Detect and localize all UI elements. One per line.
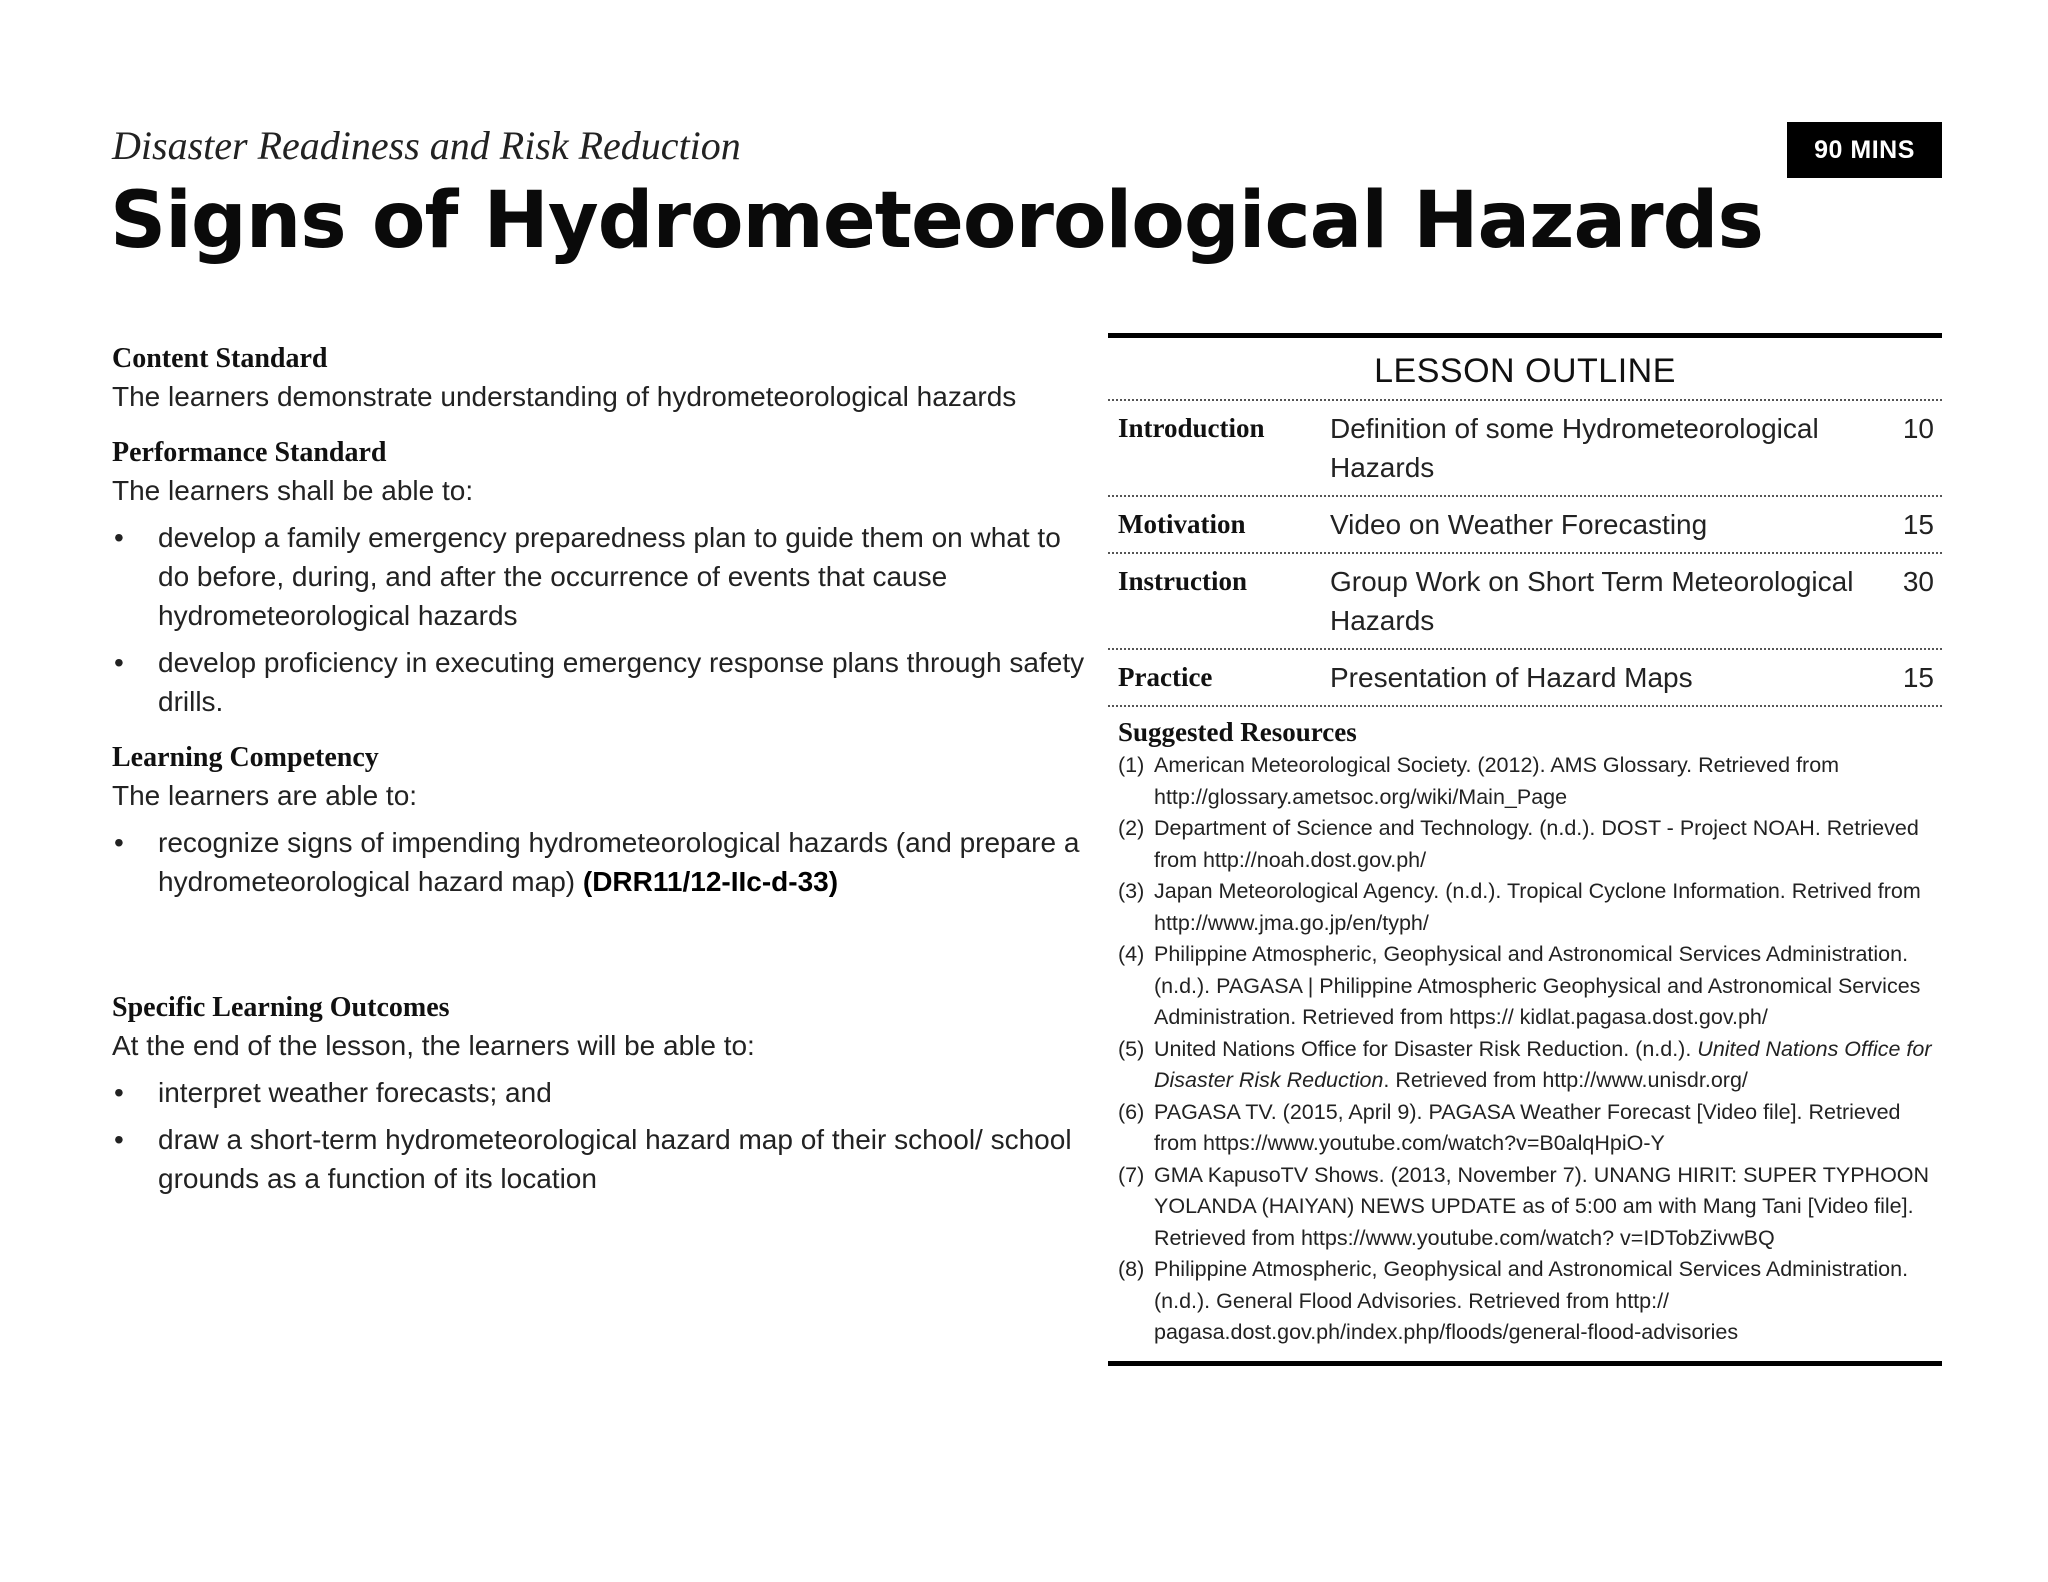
outline-phase: Instruction	[1118, 566, 1248, 596]
learning-competency-section	[112, 739, 1092, 901]
list-item	[112, 823, 1092, 901]
outline-phase: Practice	[1118, 662, 1213, 692]
table-row	[1108, 552, 1942, 648]
specific-outcomes-section	[112, 989, 1092, 1198]
learning-competency-heading: Learning Competency	[112, 742, 379, 773]
table-row	[1108, 399, 1942, 495]
performance-standard-section	[112, 434, 1092, 721]
resources-list	[1118, 750, 1932, 1349]
list-item: • interpret weather forecasts; and	[112, 1073, 1092, 1112]
competency-code: (DRR11/12-IIc-d-33)	[582, 866, 839, 897]
competency-text: recognize signs of impending hydrometeorological hazards (and prepare a hydrometeorological hazard map)	[158, 827, 1080, 897]
list-item: (7) GMA KapusoTV Shows. (2013, November 7). UNANG HIRIT: SUPER TYPHOON YOLANDA (HAIYAN) NEWS UPDATE as of 5:00 am with Mang Tani [Video file]. Retrieved from https://www.youtube.com/watch? v=IDTobZivwBQ	[1118, 1162, 1930, 1250]
list-item: (2) Department of Science and Technology. (n.d.). DOST - Project NOAH. Retrieved from http://noah.dost.gov.ph/	[1118, 816, 1919, 872]
outline-minutes: 30	[1902, 566, 1934, 597]
outline-minutes: 15	[1902, 662, 1934, 693]
outline-phase: Motivation	[1118, 509, 1246, 539]
list-item: (8) Philippine Atmospheric, Geophysical and Astronomical Services Administration. (n.d.). General Flood Advisories. Retrieved from http:// pagasa.dost.gov.ph/index.php/floods/general-flood-advisories	[1118, 1257, 1909, 1344]
performance-standard-heading: Performance Standard	[112, 437, 387, 468]
performance-standard-list	[112, 518, 1092, 721]
outline-minutes: 15	[1902, 509, 1934, 540]
standards-column	[112, 340, 1092, 1216]
learning-competency-intro: The learners are able to:	[112, 780, 418, 811]
content-standard-section	[112, 340, 1092, 416]
list-item: • develop proficiency in executing emergency response plans through safety drills.	[112, 643, 1092, 721]
outline-description: Video on Weather Forecasting	[1330, 509, 1708, 540]
lesson-outline-title: LESSON OUTLINE	[1374, 352, 1676, 390]
specific-outcomes-intro: At the end of the lesson, the learners will be able to:	[112, 1030, 755, 1061]
outline-minutes: 10	[1902, 413, 1934, 444]
resources-heading: Suggested Resources	[1118, 717, 1357, 747]
list-item: (6) PAGASA TV. (2015, April 9). PAGASA Weather Forecast [Video file]. Retrieved from https://www.youtube.com/watch?v=B0alqHpiO-Y	[1118, 1099, 1901, 1155]
list-item: (5) United Nations Office for Disaster Risk Reduction. (n.d.). United Nations Office for Disaster Risk Reduction. Retrieved from http://www.unisdr.org/	[1118, 1036, 1932, 1092]
outline-description: Definition of some Hydrometeorological Hazards	[1330, 413, 1819, 483]
duration-badge: 90 MINS	[1787, 122, 1942, 178]
suggested-resources	[1108, 705, 1942, 1361]
content-standard-heading: Content Standard	[112, 343, 328, 374]
subject-title: Disaster Readiness and Risk Reduction	[112, 123, 741, 168]
list-item: (1) American Meteorological Society. (2012). AMS Glossary. Retrieved from http://glossary.ametsoc.org/wiki/Main_Page	[1118, 753, 1840, 809]
table-row	[1108, 495, 1942, 552]
lesson-outline-panel	[1108, 333, 1942, 1366]
table-row	[1108, 648, 1942, 705]
specific-outcomes-list	[112, 1073, 1092, 1198]
outline-description: Presentation of Hazard Maps	[1330, 662, 1693, 693]
outline-description: Group Work on Short Term Meteorological Hazards	[1330, 566, 1854, 636]
list-item: • develop a family emergency preparedness plan to guide them on what to do before, during, and after the occurrence of events that cause hydrometeorological hazards	[112, 518, 1092, 635]
content-standard-text: The learners demonstrate understanding of hydrometeorological hazards	[112, 381, 1017, 412]
list-item: (4) Philippine Atmospheric, Geophysical and Astronomical Services Administration. (n.d.). PAGASA | Philippine Atmospheric Geophysical and Astronomical Services Administration. Retrieved from https:// kidlat.pagasa.dost.gov.ph/	[1118, 942, 1921, 1029]
list-item: (3) Japan Meteorological Agency. (n.d.). Tropical Cyclone Information. Retrived from http://www.jma.go.jp/en/typh/	[1118, 879, 1921, 935]
outline-phase: Introduction	[1118, 413, 1265, 443]
specific-outcomes-heading: Specific Learning Outcomes	[112, 992, 450, 1023]
page-title: Signs of Hydrometeorological Hazards	[110, 176, 1763, 266]
performance-standard-intro: The learners shall be able to:	[112, 475, 474, 506]
list-item: • draw a short-term hydrometeorological hazard map of their school/ school grounds as a function of its location	[112, 1120, 1092, 1198]
learning-competency-list	[112, 823, 1092, 901]
